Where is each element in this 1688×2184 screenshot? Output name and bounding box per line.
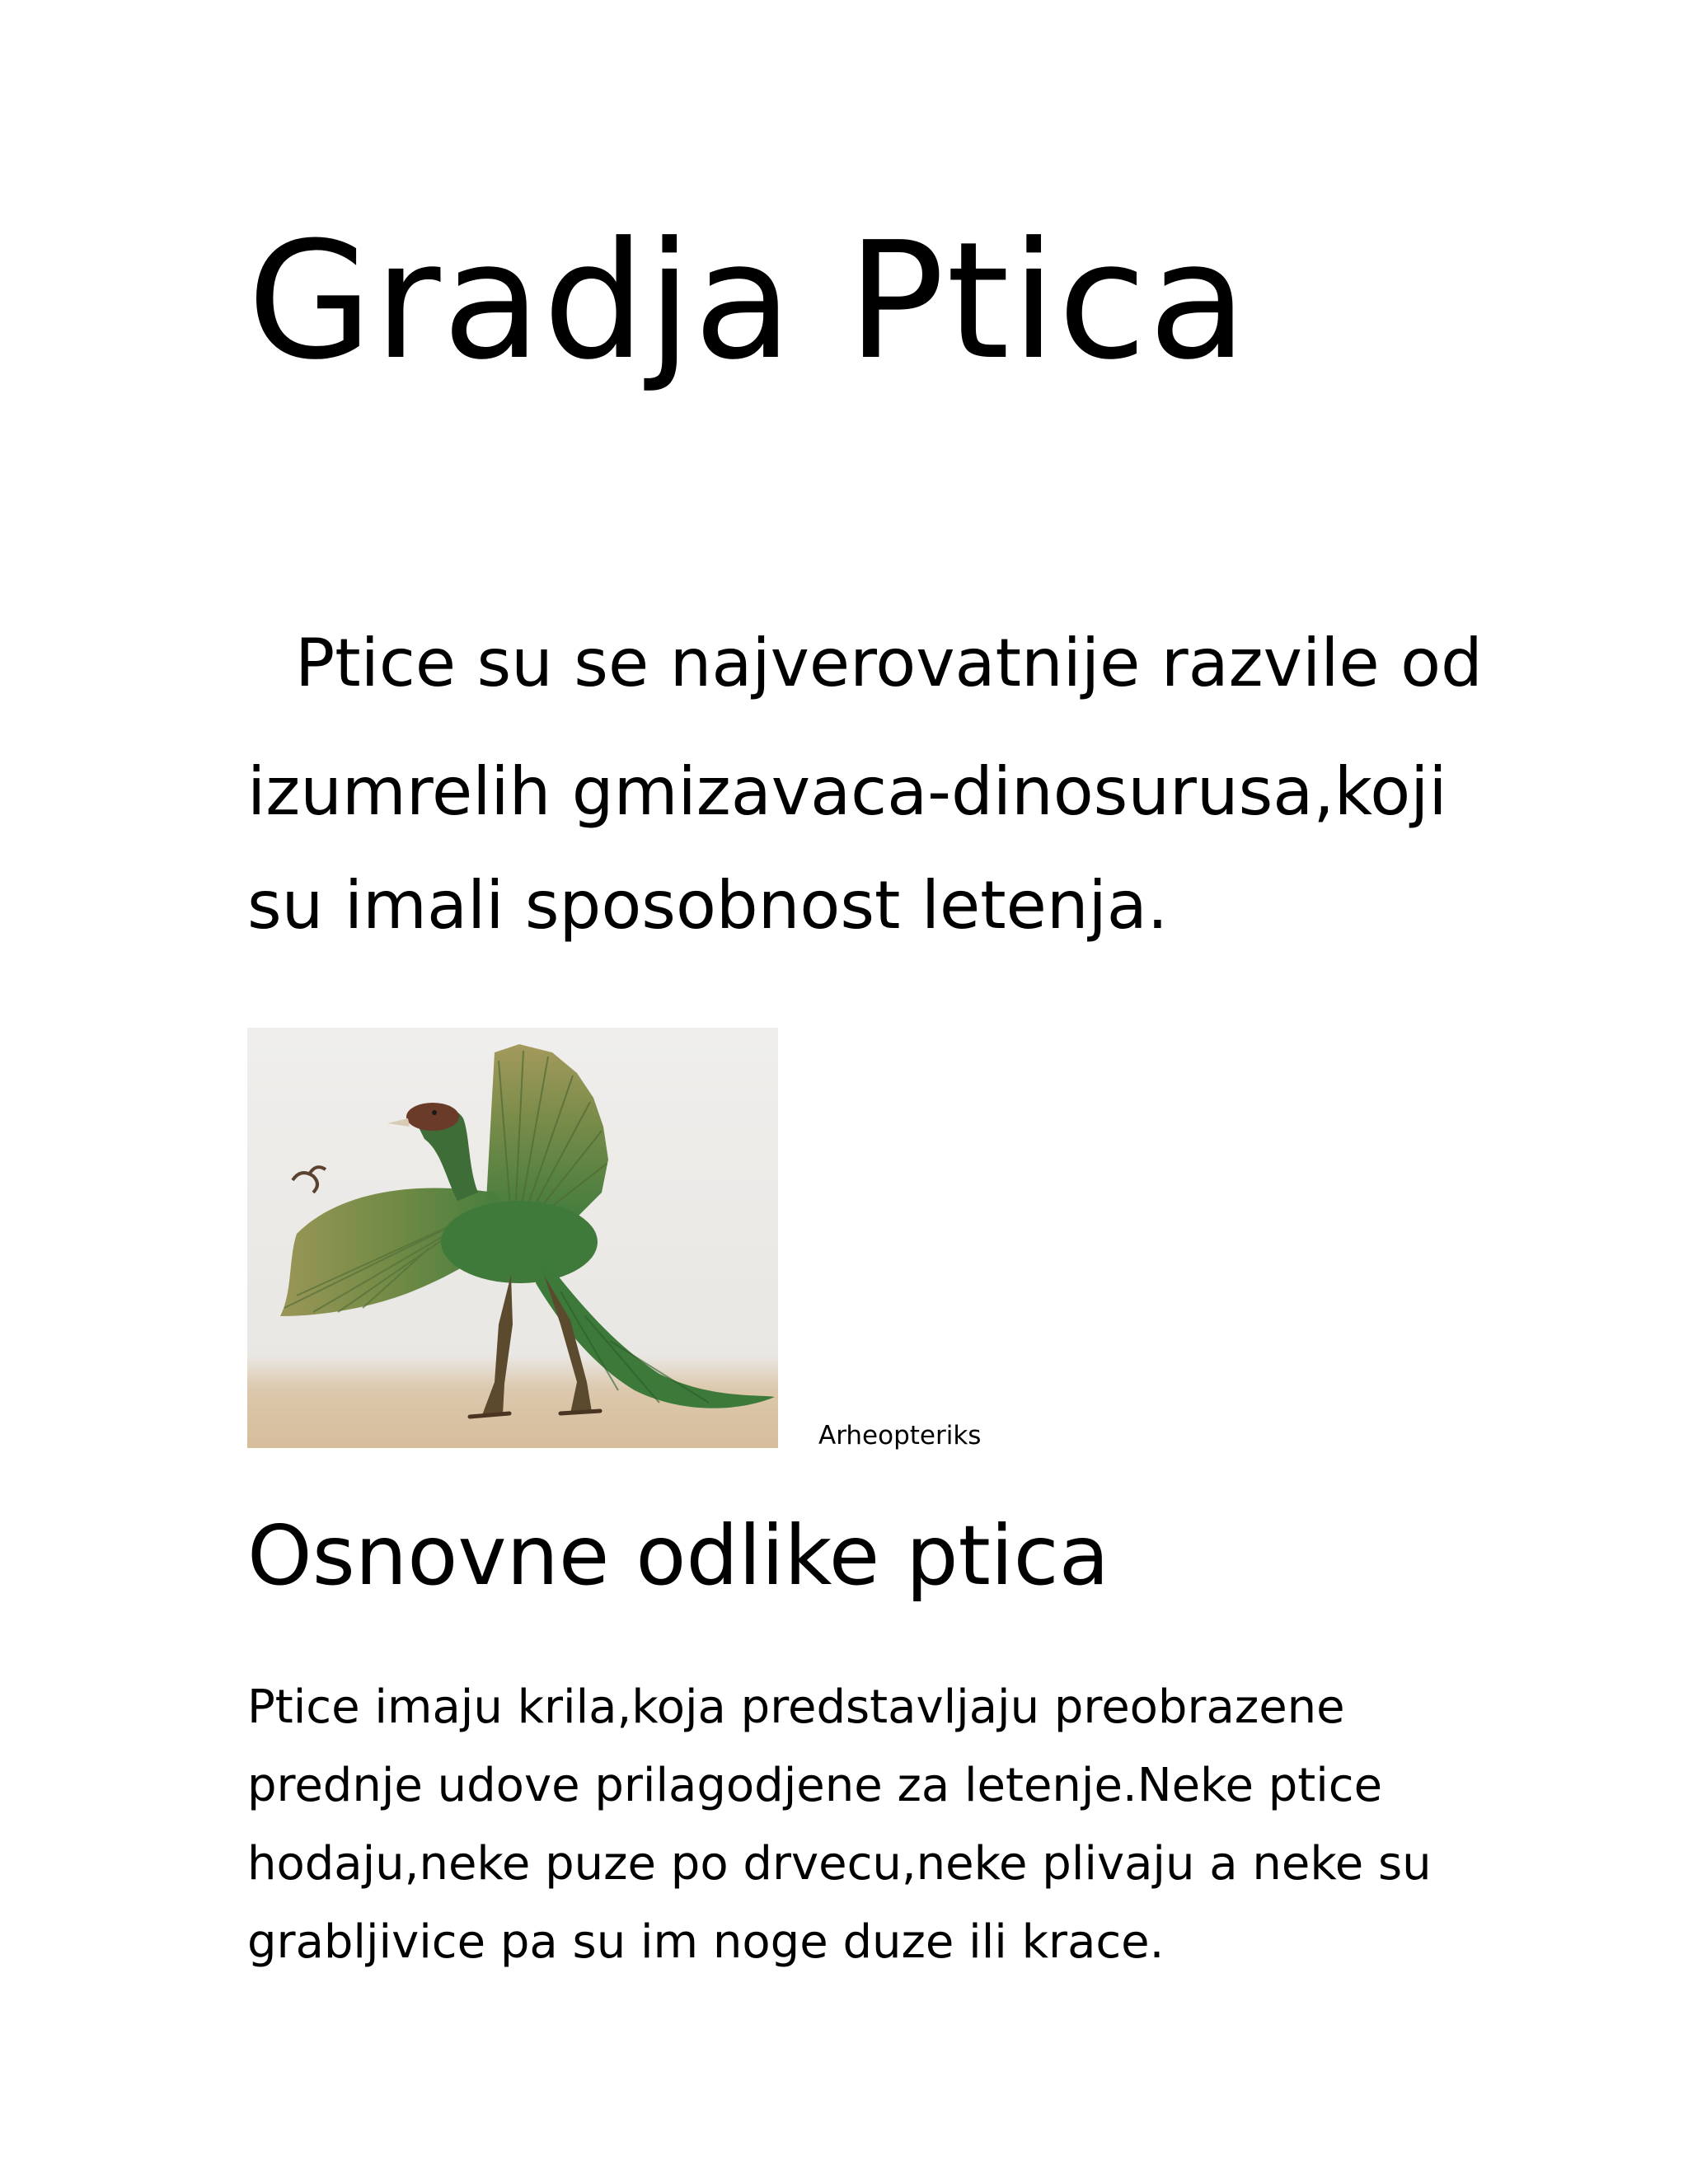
paragraph-line: Ptice imaju krila,koja predstavljaju preobrazene (247, 1680, 1345, 1734)
intro-paragraph (247, 625, 1483, 944)
page-title: Gradja Ptica (247, 208, 1250, 396)
figure-caption: Arheopteriks (818, 1421, 982, 1451)
paragraph-line: hodaju,neke puze po drvecu,neke plivaju a neke su (247, 1837, 1432, 1891)
paragraph-line: prednje udove prilagodjene za letenje.Neke ptice (247, 1759, 1383, 1812)
archaeopteryx-image (247, 1028, 778, 1448)
paragraph-line: grabljivice pa su im noge duze ili krace. (247, 1915, 1165, 1969)
section-heading: Osnovne odlike ptica (247, 1507, 1109, 1604)
intro-line: izumrelih gmizavaca-dinosurusa,koji (247, 753, 1447, 830)
intro-line: Ptice su se najverovatnije razvile od (295, 625, 1483, 701)
section-paragraph (247, 1668, 1451, 1981)
intro-line: su imali sposobnost letenja. (247, 867, 1169, 944)
